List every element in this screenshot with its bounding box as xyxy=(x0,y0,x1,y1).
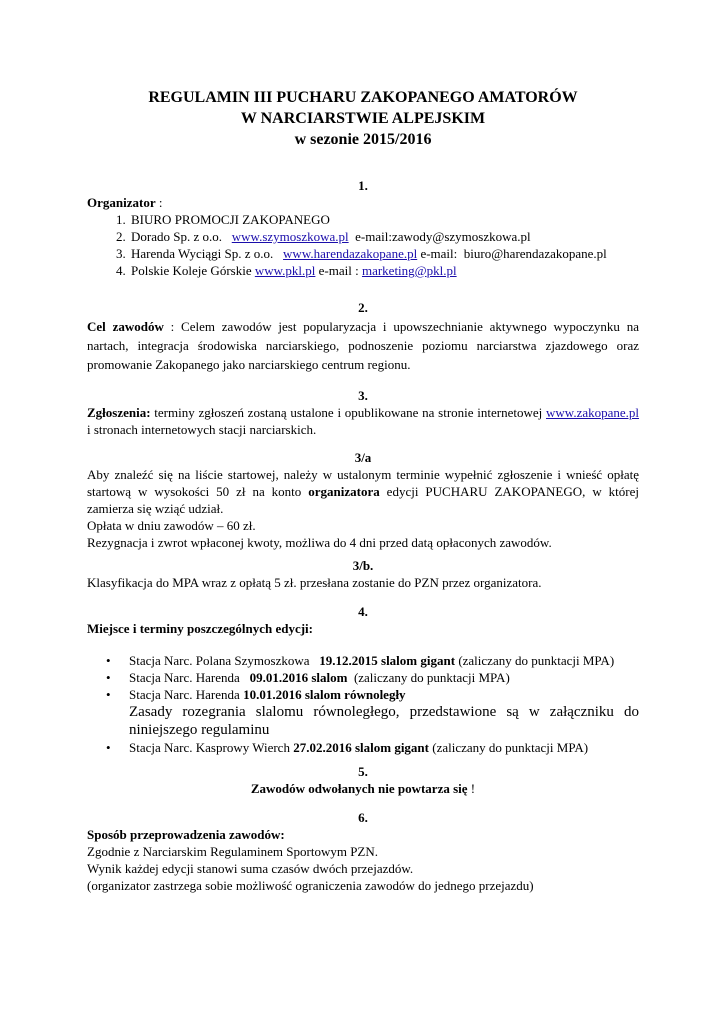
title-line-3: w sezonie 2015/2016 xyxy=(294,131,432,148)
parallel-slalom-note: Zasady rozegrania slalomu równoległego, przedstawione są w załączniku do niniejszego regulaminu xyxy=(129,704,639,738)
list-item: 3. Harenda Wyciągi Sp. z o.o. www.harendazakopane.pl e-mail: biuro@harendazakopane.pl xyxy=(129,245,639,262)
section-body: Aby znaleźć się na liście startowej, należy w ustalonym terminie wypełnić zgłoszenie i wnieść opłatę startową w wysokości 50 zł na konto organizatora edycji PUCHARU ZAKOPANEGO, w której zamierza się wziąć udział. xyxy=(87,467,639,516)
link-pkl[interactable]: www.pkl.pl xyxy=(254,263,316,278)
section-registration xyxy=(87,387,639,438)
section-number: 6. xyxy=(358,810,368,825)
venue-list xyxy=(87,652,639,756)
list-item: • Stacja Narc. Harenda 09.01.2016 slalom (zaliczany do punktacji MPA) xyxy=(129,669,639,686)
section-heading: Miejsce i terminy poszczególnych edycji: xyxy=(87,621,313,636)
list-item: 1. BIURO PROMOCJI ZAKOPANEGO xyxy=(129,211,639,228)
section-body: Klasyfikacja do MPA wraz z opłatą 5 zł. przesłana zostanie do PZN przez organizatora. xyxy=(87,575,542,590)
section-cancellation xyxy=(87,763,639,797)
fee-on-day: Opłata w dniu zawodów – 60 zł. xyxy=(87,518,256,533)
section-procedure xyxy=(87,809,639,894)
section-number: 3/b. xyxy=(352,558,374,573)
list-item: • Stacja Narc. Harenda 10.01.2016 slalom równoległy Zasady rozegrania slalomu równoległego, przedstawione są w załączniku do niniejszego regulaminu xyxy=(129,686,639,739)
organizer-list xyxy=(87,211,639,279)
section-number: 3/a xyxy=(354,450,372,465)
link-szymoszkowa[interactable]: www.szymoszkowa.pl xyxy=(231,229,349,244)
section-classification xyxy=(87,557,639,591)
refund-info: Rezygnacja i zwrot wpłaconej kwoty, możliwa do 4 dni przed datą opłaconych zawodów. xyxy=(87,535,552,550)
link-zakopane[interactable]: www.zakopane.pl xyxy=(546,405,640,420)
section-number: 5. xyxy=(358,764,368,779)
procedure-line: Zgodnie z Narciarskim Regulaminem Sportowym PZN. xyxy=(87,844,379,859)
list-item: 4. Polskie Koleje Górskie www.pkl.pl e-mail : marketing@pkl.pl xyxy=(129,262,639,279)
procedure-line: Wynik każdej edycji stanowi suma czasów dwóch przejazdów. xyxy=(87,861,414,876)
section-body: Zgłoszenia: terminy zgłoszeń zostaną ustalone i opublikowane na stronie internetowej www.zakopane.pl i stronach internetowych stacji narciarskich. xyxy=(87,405,640,437)
section-venues xyxy=(87,603,639,756)
list-item: • Stacja Narc. Polana Szymoszkowa 19.12.2015 slalom gigant (zaliczany do punktacji MPA) xyxy=(129,652,639,669)
procedure-line: (organizator zastrzega sobie możliwość ograniczenia zawodów do jednego przejazdu) xyxy=(87,878,534,893)
section-number: 3. xyxy=(358,388,368,403)
list-item: • Stacja Narc. Kasprowy Wierch 27.02.2016 slalom gigant (zaliczany do punktacji MPA) xyxy=(129,739,639,756)
section-body: Zawodów odwołanych nie powtarza się ! xyxy=(250,781,476,796)
list-item: 2. Dorado Sp. z o.o. www.szymoszkowa.pl e-mail:zawody@szymoszkowa.pl xyxy=(129,228,639,245)
title-line-2: W NARCIARSTWIE ALPEJSKIM xyxy=(240,110,486,127)
section-heading: Sposób przeprowadzenia zawodów: xyxy=(87,827,285,842)
section-heading: Organizator : xyxy=(87,195,163,210)
section-organizer xyxy=(87,177,639,279)
link-harenda[interactable]: www.harendazakopane.pl xyxy=(283,246,418,261)
link-email-pkl[interactable]: marketing@pkl.pl xyxy=(361,263,457,278)
section-number: 1. xyxy=(358,178,368,193)
section-number: 2. xyxy=(358,300,368,315)
section-body: Cel zawodów : Celem zawodów jest popularyzacja i upowszechnianie aktywnego wypoczynku na nartach, integracja środowiska narciarskiego, podnoszenie poziomu narciarstwa zjazdowego oraz promowanie Zakopanego jako narciarskiego centrum regionu. xyxy=(87,319,639,372)
title-line-1: REGULAMIN III PUCHARU ZAKOPANEGO AMATORÓW xyxy=(148,89,578,106)
document-title xyxy=(87,87,639,150)
section-goal xyxy=(87,298,639,374)
section-number: 4. xyxy=(358,604,368,619)
section-fees xyxy=(87,449,639,551)
